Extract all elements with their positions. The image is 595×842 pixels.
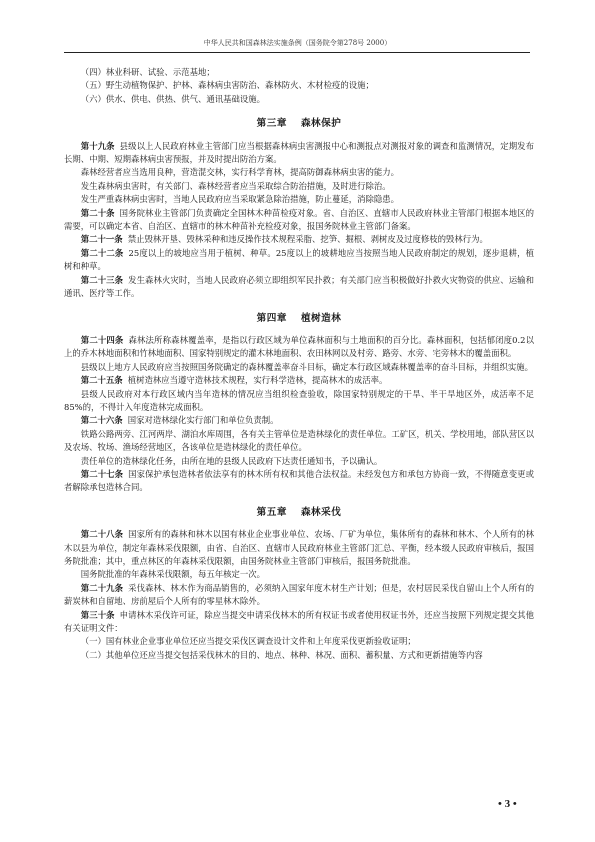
paragraph: 森林经营者应当选用良种，营造混交林，实行科学育林，提高防御森林病虫害的能力。 (80, 167, 400, 178)
article-30 (64, 609, 534, 636)
paragraph: 铁路公路两旁、江河两岸、湖泊水库周围，各有关主管单位是造林绿化的责任单位。工矿区，机关、学校用地，部队营区以及农场、牧场、渔场经营地区，各该单位是造林绿化的责任单位。 (64, 428, 534, 453)
article-text: 国家所有的森林和林木以国有林业企业事业单位、农场、厂矿为单位，集体所有的森林和林木、个人所有的林木以县为单位，制定年森林采伐限额，由省、自治区、直辖市人民政府林业主管部门汇总、平衡，经本级人民政府审核后，报国务院批准；其中，重点林区的年森林采伐限额，由国务院林业主管部门审核后，报国务院批准。 (64, 529, 535, 566)
chapter-title: 森林采伐 (300, 506, 342, 518)
chapter-number: 第三章 (256, 118, 287, 130)
article-text: 国家保护承包造林者依法享有的林木所有权和其他合法权益。未经发包方和承包方协商一致，不得随意变更或者解除承包造林合同。 (64, 468, 535, 493)
list-item: （二）其他单位还应当提交包括采伐林木的目的、地点、林种、林况、面积、蓄积量、方式和更新措施等内容 (80, 649, 483, 660)
article-29 (64, 582, 534, 609)
article-text: 采伐森林、林木作为商品销售的，必须纳入国家年度木材生产计划；但是，农村居民采伐自留山上个人所有的薪炭林和自留地、房前屋后个人所有的零星林木除外。 (64, 582, 535, 607)
chapter-number: 第五章 (256, 506, 287, 518)
list-item: （一）国有林业企业事业单位还应当提交采伐区调查设计文件和上年度采伐更新验收证明； (80, 636, 416, 647)
chapter-title: 植树造林 (300, 312, 342, 324)
article-27 (64, 468, 534, 495)
article-22 (64, 247, 534, 274)
article-19 (64, 140, 534, 167)
article-label: 第二十二条 (80, 247, 124, 258)
list-item: （五）野生动植物保护、护林、森林病虫害防治、森林防火、木材检疫的设施； (80, 80, 374, 91)
article-label: 第三十条 (80, 609, 115, 620)
list-item: （四）林业科研、试验、示范基地； (80, 67, 215, 77)
article-text: 发生森林火灾时，当地人民政府必须立即组织军民扑救；有关部门应当积极做好扑救火灾物资的供应、运输和通讯、医疗等工作。 (64, 274, 535, 299)
paragraph: 县级人民政府对本行政区域内当年造林的情况应当组织检查验收，除国家特别规定的干旱、半干旱地区外，成活率不足85%的，不得计入年度造林完成面积。 (64, 388, 534, 412)
article-21 (64, 233, 534, 246)
chapter-heading (64, 312, 534, 325)
article-text: 国家对造林绿化实行部门和单位负责制。 (127, 415, 279, 426)
article-23 (64, 274, 534, 301)
article-25 (64, 374, 534, 387)
article-label: 第二十条 (80, 207, 115, 218)
article-20 (64, 207, 534, 234)
article-label: 第二十五条 (80, 375, 123, 386)
article-label: 第二十六条 (80, 415, 123, 426)
paragraph: 县级以上地方人民政府应当按照国务院确定的森林覆盖率奋斗目标，确定本行政区域森林覆盖率的奋斗目标，并组织实施。 (80, 361, 534, 372)
page-number: • 3 • (498, 798, 517, 810)
article-text: 森林法所称森林覆盖率，是指以行政区域为单位森林面积与土地面积的百分比。森林面积，包括郁闭度0.2以上的乔木林地面积和竹林地面积、国家特别规定的灌木林地面积、农田林网以及村旁、路旁、水旁、宅旁林木的覆盖面积。 (64, 334, 534, 359)
article-text: 申请林木采伐许可证，除应当提交申请采伐林木的所有权证书或者使用权证书外，还应当按照下列规定提交其他有关证明文件： (64, 609, 535, 634)
chapter-heading (64, 117, 534, 130)
article-label: 第二十九条 (80, 582, 124, 593)
article-24 (64, 334, 534, 361)
paragraph: 发生严重森林病虫害时，当地人民政府应当采取紧急除治措施，防止蔓延，消除隐患。 (80, 194, 400, 205)
article-26 (64, 414, 534, 427)
article-text: 25度以上的坡地应当用于植树、种草。25度以上的坡耕地应当按照当地人民政府制定的规划，逐步退耕，植树和种草。 (64, 247, 534, 272)
article-label: 第十九条 (80, 140, 115, 151)
article-label: 第二十三条 (80, 274, 124, 285)
article-label: 第二十一条 (80, 234, 123, 245)
paragraph: 国务院批准的年森林采伐限额，每五年核定一次。 (80, 569, 266, 580)
article-text: 国务院林业主管部门负责确定全国林木种苗检疫对象。省、自治区、直辖市人民政府林业主管部门根据本地区的需要，可以确定本省、自治区、直辖市的林木种苗补充检疫对象，报国务院林业主管部门备案。 (64, 207, 535, 232)
article-label: 第二十四条 (80, 334, 124, 345)
list-item: （六）供水、供电、供热、供气、通讯基础设施。 (80, 93, 266, 104)
chapter-heading (64, 506, 534, 519)
article-label: 第二十八条 (80, 529, 124, 540)
article-28 (64, 528, 534, 568)
running-header: 中华人民共和国森林法实施条例（国务院令第278号 2000） (203, 39, 392, 47)
paragraph: 责任单位的造林绿化任务，由所在地的县级人民政府下达责任通知书，予以确认。 (80, 455, 383, 466)
header-rule (64, 52, 530, 53)
article-text: 植树造林应当遵守造林技术规程，实行科学造林，提高林木的成活率。 (127, 375, 388, 386)
paragraph: 发生森林病虫害时，有关部门、森林经营者应当采取综合防治措施，及时进行除治。 (80, 180, 391, 191)
article-text: 县级以上人民政府林业主管部门应当根据森林病虫害测报中心和测报点对测报对象的调查和监测情况，定期发布长期、中期、短期森林病虫害预报，并及时提出防治方案。 (64, 140, 535, 165)
article-text: 禁止毁林开垦、毁林采种和违反操作技术规程采脂、挖笋、掘根、剥树皮及过度修枝的毁林行为。 (127, 234, 488, 245)
article-label: 第二十七条 (80, 468, 124, 479)
document-body (64, 66, 534, 662)
chapter-number: 第四章 (256, 312, 287, 324)
chapter-title: 森林保护 (300, 118, 342, 130)
